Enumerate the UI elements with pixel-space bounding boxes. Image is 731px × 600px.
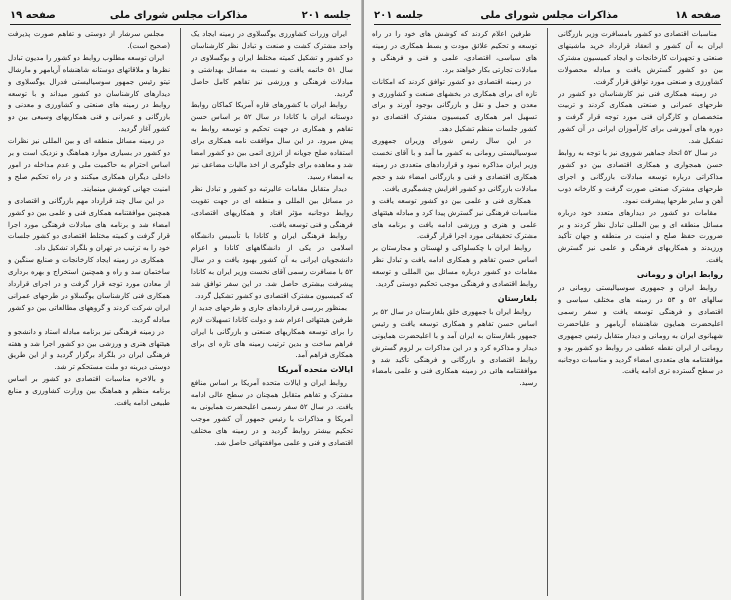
paragraph: روابط فرهنگی ایران و کانادا با تأسیس دانشگاه اسلامی در یکی از دانشگاههای کانادا و اعزام دانشجویان ایرانی به آن کشور بهبود یافت و در سال ۵۲ با مسافرت رسمی آقای نخست وزیر ایران به کانادا پیشرفت بیشتری حاصل شد. در این سفر توافق شد که کمیسیون مشترک اقتصادی دو کشور تشکیل گردد. — [190, 231, 353, 300]
paragraph: در زمینه مسائل منطقه ای و بین المللی نیز نظرات دو کشور در بسیاری موارد هماهنگ و نزدیک است و بر اساس احترام به حاکمیت ملی و عدم مداخله در امور داخلی دیگران همکاری میکنند و در راه تحکیم صلح و امنیت جهانی کوشش مینمایند. — [7, 136, 171, 193]
paragraph: همکاری فنی و علمی بین دو کشور توسعه یافت و مناسبات فرهنگی نیز گسترش پیدا کرد و مبادله هیئتهای علمی و هنری و ورزشی ادامه یافت و برنامه های مشترک تحقیقاتی مورد اجرا قرار گرفت. — [371, 195, 538, 241]
column-divider — [180, 28, 181, 596]
page-title: مذاکرات مجلس شورای ملی — [480, 9, 619, 21]
paragraph: در زمینه همکاری فنی نیز کارشناسان دو کشور در طرحهای عمرانی و صنعتی همکاری کردند و تربیت متخصصان و کارگران فنی مورد توجه قرار گرفت و دوره های آموزشی برای کارآموزان ایرانی در آن کشور تشکیل شد. — [557, 88, 723, 146]
paragraph: همکاری در زمینه ایجاد کارخانجات و صنایع سنگین و ساختمان سد و راه و همچنین استخراج و بهره برداری از معادن مورد توجه قرار گرفت و در اجرای قرارداد همکاری فنی کارشناسان یوگسلاو در طرحهای عمرانی ایران شرکت کردند و گروههای مطالعاتی بین دو کشور مبادله گردید. — [7, 255, 171, 324]
page-header — [10, 6, 351, 25]
page-header — [374, 6, 721, 25]
paragraph: ایران توسعه مطلوب روابط دو کشور را مدیون تبادل نظرها و ملاقاتهای دوستانه شاهنشاه آریامهر و مارشال تیتو رئیس جمهور سوسیالیستی فدرال یوگسلاوی و دیدارهای کارشناسان دو کشور میداند و با توسعه روابط در زمینه های صنعتی و کشاورزی و معدنی و بازرگانی و عمرانی و فنی همکاریهای وسیعی بین دو کشور آغاز گردید. — [7, 52, 171, 134]
paragraph: طرفین اعلام کردند که کوشش های خود را در راه توسعه و تحکیم علائق مودت و بسط همکاری در زمینه های سیاسی، اقتصادی، علمی و فنی و فرهنگی و مبادلات تجارتی بکار خواهند برد. — [371, 29, 538, 74]
paragraph: روابط ایران با چکسلواکی و لهستان و مجارستان بر اساس حسن تفاهم و همکاری ادامه یافت و تبادل نظر مقامات دو کشور درباره مسائل بین المللی و توسعه روابط اقتصادی و فرهنگی موجب تحکیم دوستی گردید. — [371, 243, 538, 289]
paragraph: در این سال رئیس شورای وزیران جمهوری سوسیالیستی رومانی به کشور ما آمد و با آقای نخست وزیر ایران مذاکره نمود و قراردادهای متعددی در زمینه همکاری اقتصادی و فنی و بازرگانی امضاء شد و حجم مبادلات بازرگانی دو کشور افزایش چشمگیری یافت. — [371, 136, 538, 193]
right-page — [364, 0, 731, 600]
section-heading: روابط ایران و رومانی — [636, 270, 723, 280]
paragraph: مجلس سرشار از دوستی و تفاهم صورت پذیرفت (صحیح است). — [7, 29, 171, 50]
left-page — [0, 0, 362, 600]
paragraph: و بالاخره مناسبات اقتصادی دو کشور بر اساس برنامه منظم و هماهنگ بین وزارت کشاورزی و منابع طبیعی ادامه یافت. — [7, 374, 171, 408]
paragraph: در زمینه فرهنگی نیز برنامه مبادله استاد و دانشجو و هیئتهای هنری و ورزشی بین دو کشور اجرا شد و هفته فرهنگی ایران در بلگراد برگزار گردید و از این طریق دوستی دیرینه دو ملت مستحکم تر شد. — [7, 326, 171, 372]
paragraph: ایران وزرات کشاورزی یوگسلاوی در زمینه ایجاد یک واحد مشترک کشت و صنعت و تبادل نظر کارشناسان دو کشور و تشکیل کمیته مختلط ایران و یوگسلاوی در سال ۵۱ خاتمه یافت و نسبت به مسائل بهداشتی و مبادلات فرهنگی و ورزشی نیز تفاهم کامل حاصل گردید. — [190, 29, 353, 98]
text-columns — [372, 28, 723, 596]
paragraph: روابط ایران و جمهوری سوسیالیستی رومانی در سالهای ۵۲ و ۵۳ در زمینه های مختلف سیاسی و اقتصادی و فرهنگی توسعه یافت و سفر رسمی اعلیحضرت همایون شاهنشاه آریامهر و علیاحضرت شهبانوی ایران به رومانی و دیدار متقابل رئیس جمهوری رومانی از ایران نقطه عطفی در روابط دو کشور بود و موافقتنامه های متعددی امضاء گردید و مناسبات دوجانبه در سطح گسترده تری ادامه یافت. — [557, 283, 723, 376]
paragraph: دیدار متقابل مقامات عالیرتبه دو کشور و تبادل نظر در مسائل بین المللی و منطقه ای در جهت تقویت روابط دوجانبه مؤثر افتاد و همکاریهای اقتصادی، فرهنگی و فنی توسعه یافت. — [190, 183, 353, 229]
text-column-outer — [558, 28, 723, 596]
paragraph: بمنظور بررسی قراردادهای جاری و طرحهای جدید از طرفین هیئتهائی اعزام شد و دولت کانادا تسهیلات لازم را برای توسعه همکاریهای صنعتی و بازرگانی با ایران فراهم ساخت و بدین ترتیب زمینه های تازه ای برای همکاری فراهم آمد. — [190, 302, 353, 360]
session-label: جلسه ۲۰۱ — [301, 9, 351, 21]
paragraph: در زمینه اقتصادی دو کشور توافق کردند که امکانات تازه ای برای همکاری در بخشهای صنعت و کشاورزی و معدن و حمل و نقل و بازرگانی بوجود آورند و برای تسهیل امر همکاری کمیسیون مشترک اقتصادی دو کشور جلسات منظم تشکیل دهد. — [371, 76, 538, 134]
page-title: مذاکرات مجلس شورای ملی — [109, 9, 248, 21]
paragraph: روابط ایران با کشورهای قاره آمریکا کماکان روابط دوستانه ایران با کانادا در سال ۵۲ بر اساس حسن تفاهم و همکاری در جهت تحکیم و توسعه روابط به پیش میرود. در این سال موافقت نامه همکاری برای استفاده صلح جویانه از انرژی اتمی بین دو کشور امضا شد و معاهده برای جلوگیری از اخذ مالیات مضاعف نیز به امضاء رسید. — [190, 100, 353, 181]
session-label: جلسه ۲۰۱ — [374, 9, 424, 21]
paragraph: مقامات دو کشور در دیدارهای متعدد خود درباره مسائل منطقه ای و بین المللی تبادل نظر کردند و بر ضرورت حفظ صلح و امنیت در منطقه و جهان تأکید ورزیدند و همکاریهای فرهنگی و علمی نیز گسترش یافت. — [557, 207, 723, 265]
text-columns — [8, 28, 353, 596]
column-divider — [547, 28, 548, 596]
text-column-inner — [372, 28, 537, 596]
text-column-inner — [8, 28, 170, 596]
section-heading: بلغارستان — [497, 293, 538, 303]
page-number: صفحه ۱۹ — [10, 9, 56, 21]
page-number: صفحه ۱۸ — [675, 9, 721, 21]
paragraph: روابط ایران و ایالات متحده آمریکا بر اساس منافع مشترک و تفاهم متقابل همچنان در سطح عالی ادامه یافت. در سال ۵۲ سفر رسمی اعلیحضرت همایونی به آمریکا و مذاکرات با رئیس جمهور آن کشور موجب تحکیم بیشتر روابط گردید و در زمینه های مختلف اقتصادی و فنی و علمی موافقتهائی حاصل شد. — [190, 378, 353, 447]
paragraph: در سال ۵۲ اتحاد جماهیر شوروی نیز با توجه به روابط حسن همجواری و همکاری اقتصادی بین دو کشور مذاکراتی درباره توسعه مبادلات بازرگانی و اجرای طرحهای مشترک صنعتی صورت گرفت و کارخانه ذوب آهن و سایر طرحها پیشرفت نمود. — [557, 148, 723, 205]
text-column-outer — [191, 28, 353, 596]
paragraph: روابط ایران با جمهوری خلق بلغارستان در سال ۵۲ بر اساس حسن تفاهم و همکاری توسعه یافت و رئیس جمهور بلغارستان به ایران آمد و با اعلیحضرت همایونی دیدار و مذاکره کرد و در این مذاکرات بر لزوم گسترش روابط اقتصادی و بازرگانی و فرهنگی تأکید شد و موافقتنامه هائی در زمینه همکاری فنی و علمی بامضاء رسید. — [371, 306, 538, 388]
paragraph: در این سال چند قرارداد مهم بازرگانی و اقتصادی و همچنین موافقتنامه همکاری فنی و علمی بین دو کشور امضاء شد و برنامه های مبادلات فرهنگی مورد اجرا قرار گرفت و کمیته مختلط اقتصادی دو کشور جلسات خود را به ترتیب در تهران و بلگراد تشکیل داد. — [7, 195, 171, 253]
section-heading: ایالات متحده آمریکا — [278, 365, 353, 375]
paragraph: مناسبات اقتصادی دو کشور بامسافرت وزیر بازرگانی ایران به آن کشور و انعقاد قرارداد خرید ماشینهای صنعتی و تجهیزات کارخانجات و ایجاد کمیسیون مشترک بین دو کشور گسترش یافت و مبادله محصولات کشاورزی و صنعتی مورد توافق قرار گرفت. — [557, 29, 723, 86]
